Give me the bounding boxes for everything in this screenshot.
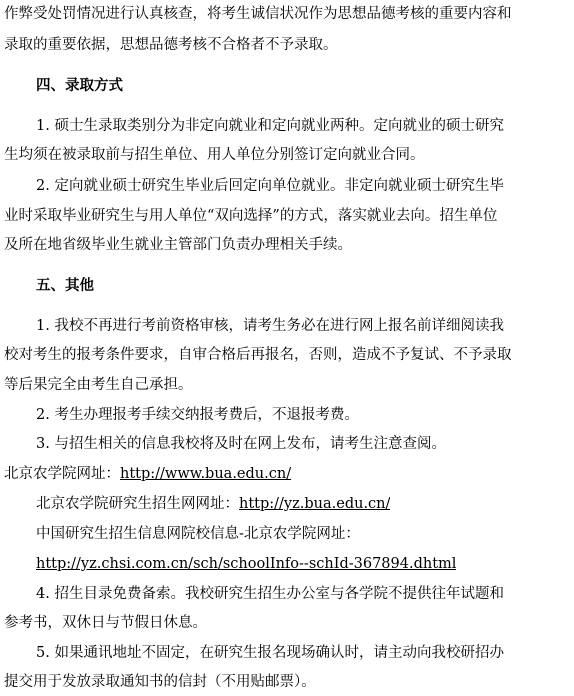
section-5-heading: 五、其他 bbox=[36, 278, 94, 294]
yz-website-link[interactable]: http://yz.bua.edu.cn/ bbox=[239, 496, 391, 512]
section-5-p1-line-3: 等后果完全由考生自己承担。 bbox=[4, 377, 193, 393]
section-5-p3: 3. 与招生相关的信息我校将及时在网上发布，请考生注意查阅。 bbox=[36, 436, 446, 452]
chsi-website-link-line bbox=[36, 555, 456, 573]
section-5-p1-line-2: 校对考生的报考条件要求，自审合格后再报名，否则，造成不予复试、不予录取 bbox=[4, 347, 512, 363]
intro-line-2: 录取的重要依据，思想品德考核不合格者不予录取。 bbox=[4, 37, 338, 53]
section-4-p2-line-1: 2. 定向就业硕士研究生毕业后回定向单位就业。非定向就业硕士研究生毕 bbox=[36, 178, 504, 194]
section-5-p1-line-1: 1. 我校不再进行考前资格审核，请考生务必在进行网上报名前详细阅读我 bbox=[36, 318, 504, 334]
section-5-p5-line-1: 5. 如果通讯地址不固定，在研究生报名现场确认时，请主动向我校研招办 bbox=[36, 645, 504, 661]
bua-website-label: 北京农学院网址： bbox=[4, 466, 120, 482]
intro-line-1: 作弊受处罚情况进行认真核查，将考生诚信状况作为思想品德考核的重要内容和 bbox=[4, 6, 512, 22]
yz-website-line bbox=[36, 495, 390, 513]
bua-website-link[interactable]: http://www.bua.edu.cn/ bbox=[120, 466, 292, 482]
section-4-p1-line-2: 生均须在被录取前与招生单位、用人单位分别签订定向就业合同。 bbox=[4, 147, 425, 163]
chsi-website-label: 中国研究生招生信息网院校信息-北京农学院网址： bbox=[36, 526, 360, 542]
yz-website-label: 北京农学院研究生招生网网址： bbox=[36, 496, 239, 512]
chsi-website-link[interactable]: http://yz.chsi.com.cn/sch/schoolInfo--schId-367894.dhtml bbox=[36, 556, 457, 572]
section-5-p2: 2. 考生办理报考手续交纳报考费后，不退报考费。 bbox=[36, 407, 359, 423]
bua-website-line bbox=[4, 465, 291, 483]
section-4-p2-line-2: 业时采取毕业研究生与用人单位“双向选择”的方式，落实就业去向。招生单位 bbox=[4, 208, 498, 224]
section-5-p4-line-1: 4. 招生目录免费备索。我校研究生招生办公室与各学院不提供往年试题和 bbox=[36, 586, 504, 602]
section-5-p5-line-2: 提交用于发放录取通知书的信封（不用贴邮票）。 bbox=[4, 674, 316, 690]
section-4-p1-line-1: 1. 硕士生录取类别分为非定向就业和定向就业两种。定向就业的硕士研究 bbox=[36, 118, 504, 134]
section-4-heading: 四、录取方式 bbox=[36, 78, 123, 94]
section-4-p2-line-3: 及所在地省级毕业生就业主管部门负责办理相关手续。 bbox=[4, 237, 352, 253]
section-5-p4-line-2: 参考书，双休日与节假日休息。 bbox=[4, 615, 207, 631]
